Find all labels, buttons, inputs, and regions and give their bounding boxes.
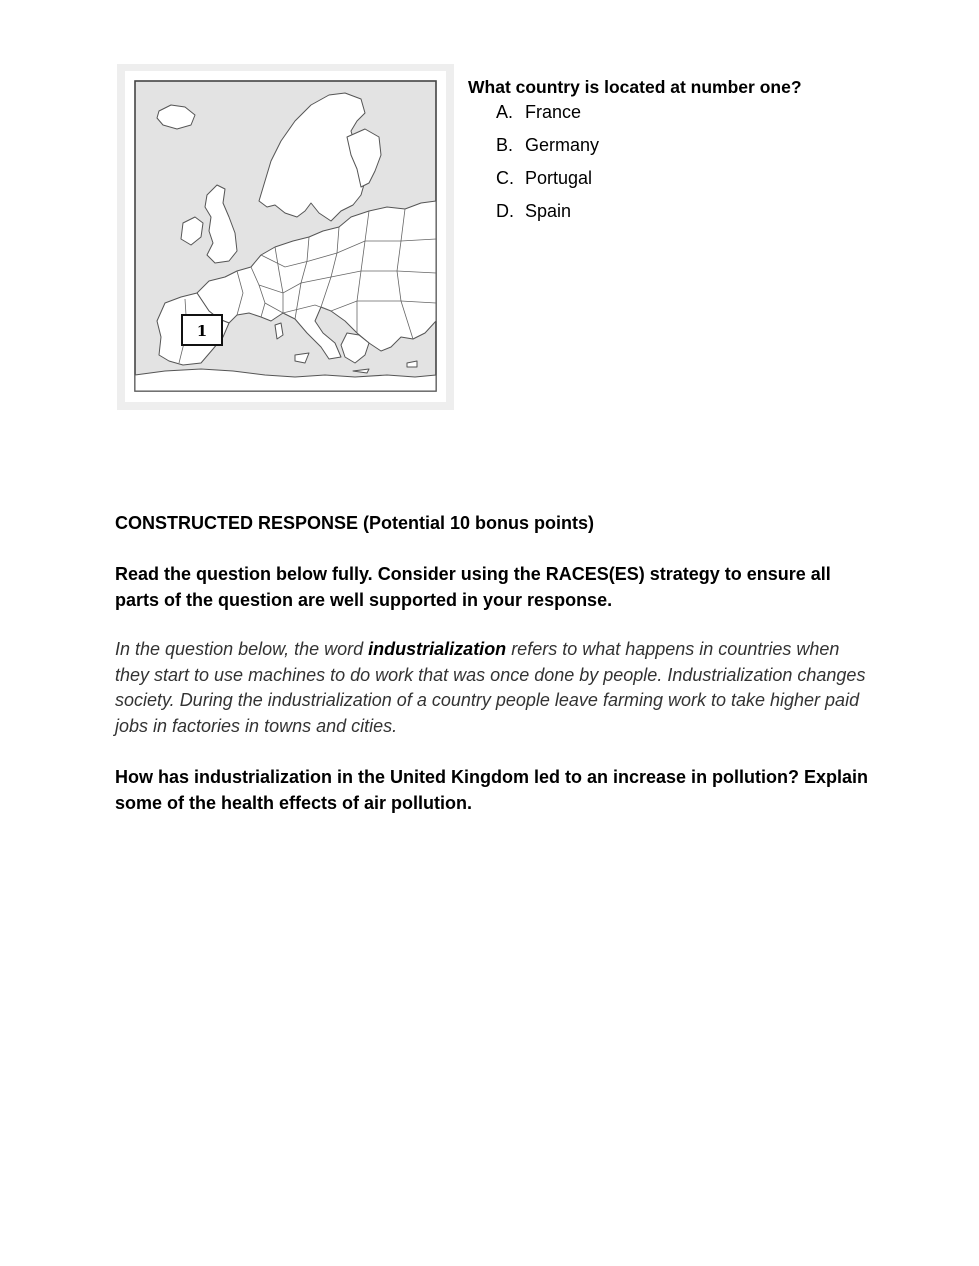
choice-label: Portugal [525,168,593,188]
answer-choices [496,100,599,232]
prompt-question: How has industrialization in the United Kingdom led to an increase in pollution? Explain some of the health effects of air pollution. [115,767,869,813]
context-paragraph [115,637,875,739]
context-after: refers to what happens in countries when they start to use machines to do work that was once done by people. Industrialization changes society. During the industrialization of a country people leave farming work to take higher paid jobs in factories in towns and cities. [115,639,866,736]
choice-label: Germany [525,135,600,155]
choice-d [496,199,599,232]
instructions-text: Read the question below fully. Consider using the RACES(ES) strategy to ensure all parts of the question are well supported in your response. [115,564,831,610]
context-term: industrialization [368,639,507,659]
context-before: In the question below, the word [115,639,369,659]
question-text: What country is located at number one? [468,77,802,97]
europe-map-figure [117,64,454,410]
constructed-response-heading: CONSTRUCTED RESPONSE (Potential 10 bonus points) [115,513,595,533]
choice-c [496,166,599,199]
marker-label: 1 [196,322,208,340]
choice-letter: A. [496,102,514,122]
europe-map [125,71,446,402]
choice-letter: C. [496,168,514,188]
choice-label: France [525,102,582,122]
choice-label: Spain [525,201,572,221]
choice-letter: D. [496,201,514,221]
map-frame [125,71,446,402]
choice-b [496,133,599,166]
choice-a [496,100,599,133]
choice-letter: B. [496,135,514,155]
